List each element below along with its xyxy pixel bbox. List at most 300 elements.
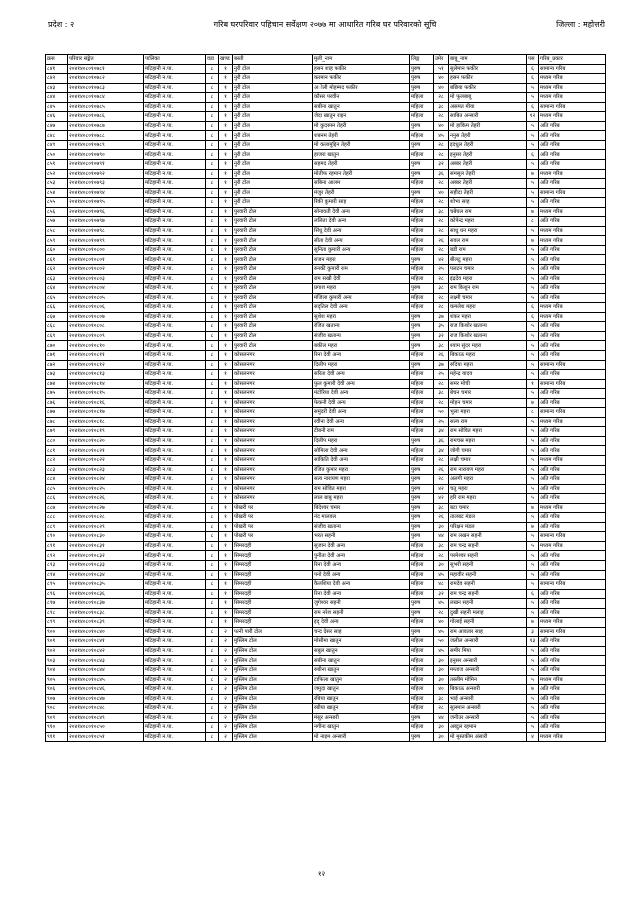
table-cell: सिमरदही [233,589,313,599]
column-header: बस्ती [233,55,313,65]
table-cell: पुरुष [410,140,434,150]
table-cell: ४० [434,618,449,628]
table-cell: २ [219,666,233,676]
table-cell: ५ [527,560,539,570]
table-cell: ८ [206,513,219,523]
table-cell: ३८ [434,102,449,112]
table-cell: २०४१४०८०१०८४८ [68,704,144,714]
table-cell: ८ [206,475,219,485]
table-cell: ४० [434,685,449,695]
table-cell: ३० [434,560,449,570]
table-cell: मटिहानी न.पा. [144,64,206,74]
table-cell: ८८९ [46,522,68,532]
table-cell: पुरवारी टोल [233,303,313,313]
table-cell: २ [219,675,233,685]
table-cell: भरत सहनी [313,532,410,542]
table-cell: ८ [206,589,219,599]
table-cell: अब्दुल रहमान [449,723,527,733]
table-cell: चन्द देसर साह [313,627,410,637]
table-row [46,379,606,389]
table-cell: मटिहानी न.पा. [144,226,206,236]
table-cell: रिना देवी अन्य [313,560,410,570]
table-cell: राम चन्द्र सहनी [449,589,527,599]
table-cell: महावीर सहनी [449,570,527,580]
table-cell: ८ [206,522,219,532]
table-cell: २०४१४०८०१०७९७ [68,217,144,227]
table-cell: ५ [527,436,539,446]
table-cell: महिला [410,389,434,399]
table-cell: ४४ [434,713,449,723]
table-cell: नुरी टोल [233,93,313,103]
table-cell: अति गरिब [539,599,606,609]
table-cell: दुखी सहनी मलाह [449,608,527,618]
table-cell: मध्यम गरिब [539,455,606,465]
table-cell: ८४१ [46,64,68,74]
table-cell: ८५६ [46,207,68,217]
table-cell: मुस्लिम टोल [233,646,313,656]
table-cell: राम नरेश सहनी [313,608,410,618]
table-cell: १ [219,83,233,93]
table-cell: सिमरदही [233,580,313,590]
table-row [46,93,606,103]
table-cell: मटिहानी न.पा. [144,570,206,580]
table-cell: लाल बाबु महरा [313,494,410,504]
table-cell: ८५७ [46,217,68,227]
table-cell: २५ [434,265,449,275]
table-cell: ५ [527,160,539,170]
table-cell: ५ [527,570,539,580]
table-row [46,150,606,160]
table-cell: महिला [410,370,434,380]
table-cell: ९०६ [46,685,68,695]
table-cell: ४५ [434,646,449,656]
table-cell: बेचन चमार [449,389,527,399]
table-cell: ८ [206,666,219,676]
table-cell: अति गरिब [539,637,606,647]
table-cell: महिला [410,455,434,465]
table-row [46,560,606,570]
table-cell: मध्यम गरिब [539,169,606,179]
table-cell: नुरी टोल [233,169,313,179]
table-cell: ३७ [434,312,449,322]
table-cell: ८ [206,685,219,695]
table-cell: ८४५ [46,102,68,112]
table-cell: ८ [206,64,219,74]
table-cell: ८ [206,389,219,399]
table-cell: सवल राम [449,236,527,246]
table-cell: १ [219,217,233,227]
table-cell: २०४१४०८०१०८२९ [68,522,144,532]
table-cell: पुरुष [410,608,434,618]
table-cell: अति गरिब [539,484,606,494]
table-cell: ८ [206,341,219,351]
table-cell: पुरुष [410,284,434,294]
column-header: मुली_नाम [313,55,410,65]
table-cell: १ [219,198,233,208]
table-cell: पुरुष [410,513,434,523]
table-cell: ८ [206,370,219,380]
table-cell: कोसलनगर [233,494,313,504]
table-cell: पुरुष [410,312,434,322]
table-cell: अति गरिब [539,160,606,170]
table-row [46,494,606,504]
table-cell: ८६३ [46,274,68,284]
table-cell: अति गरिब [539,465,606,475]
table-cell: २०४१४०८०१०८०३ [68,274,144,284]
table-cell: पुरवारी टोल [233,341,313,351]
document-title: गरिब घरपरिवार पहिचान सर्वेक्षण २०७७ मा आधारित गरिब घर परिवारको सूचि [213,20,437,29]
table-cell: पुरवारी टोल [233,293,313,303]
table-cell: ललिता देवी अन्य [313,217,410,227]
table-cell: मध्यम गरिब [539,675,606,685]
table-row [46,580,606,590]
table-cell: अति गरिब [539,666,606,676]
table-cell: जुगेश्वर सहनी [313,599,410,609]
table-row [46,265,606,275]
table-cell: पुरुष [410,484,434,494]
table-cell: २०४१४०८०१०८२४ [68,475,144,485]
table-cell: ८ [206,169,219,179]
table-cell: ३८ [434,207,449,217]
table-cell: मध्यम गरिब [539,417,606,427]
table-cell: मटिहानी न.पा. [144,627,206,637]
table-cell: ८ [206,217,219,227]
table-cell: ५ [527,465,539,475]
table-cell: सरिता देवी अन्य [313,370,410,380]
table-cell: कैलशिया देवी अन्य [313,580,410,590]
table-row [46,312,606,322]
table-cell: ८ [206,121,219,131]
table-cell: मध्यम गरिब [539,74,606,84]
table-cell: पुरुष [410,732,434,742]
table-cell: ९०२ [46,646,68,656]
column-header: वडा [206,55,219,65]
table-cell: पुरुष [410,503,434,513]
table-cell: ३ [527,627,539,637]
table-cell: २०४१४०८०१०८१८ [68,417,144,427]
table-cell: रामचस्र महरा [449,436,527,446]
table-cell: मटिहानी न.पा. [144,188,206,198]
table-cell: मो नाइम अन्सारी [313,732,410,742]
table-cell: ५ [527,494,539,504]
table-cell: ८ [206,599,219,609]
table-cell: मोतीफ रहमान तेहरी [313,169,410,179]
table-cell: पनो देवी अन्य [313,570,410,580]
table-cell: ५ [527,226,539,236]
table-cell: ८ [206,322,219,332]
table-cell: १ [219,427,233,437]
table-cell: २०४१४०८०१०७९९ [68,236,144,246]
table-cell: अति गरिब [539,685,606,695]
table-cell: २०४१४०८०१०८१९ [68,427,144,437]
table-cell: ७ [527,207,539,217]
table-cell: मुस्लिम टोल [233,704,313,714]
table-cell: पुरवारी टोल [233,255,313,265]
table-cell: २०४१४०८०१०७८९ [68,140,144,150]
table-cell: मटिहानी न.पा. [144,150,206,160]
table-cell: २६ [434,513,449,523]
table-cell: २०४१४०८०१०७९५ [68,198,144,208]
table-cell: सिमरदही [233,599,313,609]
table-cell: ८ [206,704,219,714]
table-cell: ६ [527,74,539,84]
table-cell: ५ [527,360,539,370]
table-cell: ८७६ [46,398,68,408]
table-cell: २ [219,694,233,704]
table-cell: अति गरिब [539,656,606,666]
table-cell: ८६१ [46,255,68,265]
table-cell: ५ [527,245,539,255]
table-cell: अब्बर तेहरी [449,160,527,170]
table-cell: २०४१४०८०१०८२१ [68,446,144,456]
table-cell: अति गरिब [539,121,606,131]
table-row [46,704,606,714]
table-cell: महिला [410,112,434,122]
table-cell: कोसलनगर [233,484,313,494]
table-cell: ५ [527,389,539,399]
table-cell: १२ [527,112,539,122]
table-cell: मटिहानी न.पा. [144,675,206,685]
table-cell: नंद मालवल [313,513,410,523]
table-cell: ८ [206,455,219,465]
table-cell: ५ [527,274,539,284]
table-cell: २८ [434,93,449,103]
column-header: बाबु_नाम [449,55,527,65]
table-cell: बकील महरा [313,341,410,351]
table-row [46,112,606,122]
table-cell: बछिया फकीर [449,83,527,93]
table-cell: मुस्लिम टोल [233,713,313,723]
table-cell: मटिहानी न.पा. [144,685,206,695]
table-row [46,522,606,532]
table-cell: ८४८ [46,131,68,141]
table-cell: ५ [527,131,539,141]
table-cell: ८ [206,379,219,389]
table-cell: २८ [434,245,449,255]
table-cell: मध्यम गरिब [539,732,606,742]
table-cell: कोसलनगर [233,417,313,427]
table-cell: २ [219,723,233,733]
table-cell: फुल कुमारी देवी अन्य [313,379,410,389]
table-row [46,245,606,255]
table-row [46,541,606,551]
table-row [46,255,606,265]
table-cell: पलटन चमार [449,265,527,275]
table-cell: कोसलनगर [233,465,313,475]
table-cell: ८७९ [46,427,68,437]
table-cell: कोसलनगर [233,398,313,408]
table-cell: २०४१४०८०१०८२३ [68,465,144,475]
table-cell: २०४१४०८०१०८२० [68,436,144,446]
table-cell: २६ [434,465,449,475]
table-cell: पुरुष [410,121,434,131]
table-cell: जमुदा खातुन [313,685,410,695]
table-cell: महिला [410,131,434,141]
table-cell: अति गरिब [539,494,606,504]
table-cell: रुनकी कुमारी राम [313,265,410,275]
table-cell: १ [219,102,233,112]
table-cell: बिंदेश्वर चमार [313,503,410,513]
table-cell: १ [219,541,233,551]
table-cell: मुस्लिम टोल [233,675,313,685]
table-cell: २ [219,646,233,656]
table-cell: ५ [527,140,539,150]
table-row [46,417,606,427]
table-cell: दिलीप महरा [313,436,410,446]
table-cell: ४५ [434,570,449,580]
table-cell: अति गरिब [539,370,606,380]
table-cell: मो मुस्तकीम अंसारी [449,732,527,742]
table-cell: २०४१४०८०१०७९३ [68,179,144,189]
column-header: गरिब_प्रकार [539,55,606,65]
table-cell: मो हाकिम तेहरी [449,121,527,131]
table-cell: ८ [206,694,219,704]
table-cell: मुस्लिम टोल [233,685,313,695]
table-cell: अति गरिब [539,150,606,160]
table-cell: रबिया खातुन [313,694,410,704]
table-cell: पुरुष [410,627,434,637]
table-cell: २०४१४०८०१०८०९ [68,331,144,341]
household-table [45,54,606,742]
table-cell: बिकाऊ महरा [449,350,527,360]
table-cell: ८६२ [46,265,68,275]
table-cell: लक्ष्मी चमार [449,293,527,303]
table-cell: मटिहानी न.पा. [144,236,206,246]
table-cell: ८९६ [46,589,68,599]
table-cell: सुलेमान फकीर [449,64,527,74]
table-cell: नुरी टोल [233,121,313,131]
table-cell: रंजित खतान्य [313,322,410,332]
table-cell: ५ [527,331,539,341]
table-cell: मटिहानी न.पा. [144,723,206,733]
table-cell: १ [219,532,233,542]
table-cell: समसूल तेहरी [449,169,527,179]
table-cell: मटिहानी न.पा. [144,694,206,704]
table-cell: ८४३ [46,83,68,93]
table-cell: ६ [527,303,539,313]
table-cell: अति गरिब [539,265,606,275]
table-cell: साबित अन्सारी [449,112,527,122]
table-cell: २ [219,713,233,723]
table-cell: पुरुष [410,331,434,341]
table-row [46,513,606,523]
table-cell: राम आवतार साह [449,627,527,637]
table-cell: मध्यम गरिब [539,503,606,513]
table-cell: सिमरदही [233,551,313,561]
table-cell: ८७२ [46,360,68,370]
table-cell: राम लखन सहनी [449,532,527,542]
table-cell: मध्यम गरिब [539,83,606,93]
table-cell: अति गरिब [539,245,606,255]
table-cell: संजीव खतान्य [313,522,410,532]
table-cell: मटिहानी न.पा. [144,608,206,618]
table-cell: मटिहानी न.पा. [144,265,206,275]
table-cell: ५० [434,637,449,647]
table-cell: २६ [434,236,449,246]
table-cell: सदृतिल देवी अन्य [313,303,410,313]
table-row [46,646,606,656]
table-cell: २०४१४०८०१०८१५ [68,389,144,399]
table-cell: ८७० [46,341,68,351]
table-cell: ५ [527,580,539,590]
table-cell: नुरी टोल [233,179,313,189]
table-cell: १ [219,360,233,370]
table-cell: १ [219,570,233,580]
table-cell: भुला महरा [449,408,527,418]
table-cell: कोपेन्द्र महरा [449,217,527,227]
table-row [46,169,606,179]
table-cell: ८ [206,198,219,208]
table-cell: मध्यम गरिब [539,226,606,236]
table-cell: २८ [434,150,449,160]
table-cell: ८ [206,179,219,189]
table-cell: पत्नी पारी टोल [233,627,313,637]
table-cell: महिला [410,150,434,160]
table-cell: २८ [434,303,449,313]
table-cell: पुरवारी टोल [233,312,313,322]
table-cell: ८४४ [46,93,68,103]
table-cell: २ [219,637,233,647]
table-cell: ८ [206,446,219,456]
table-cell: टीबनी राम [313,427,410,437]
table-cell: ५ [527,656,539,666]
table-cell: १ [219,580,233,590]
table-cell: कोसलनगर [233,379,313,389]
table-cell: २८ [434,140,449,150]
table-cell: मो फूलबाबू [449,93,527,103]
table-cell: ५ [527,121,539,131]
table-cell: पुरुष [410,360,434,370]
table-cell: मटिहानी न.पा. [144,179,206,189]
table-cell: ८८८ [46,513,68,523]
table-cell: महिला [410,236,434,246]
table-row [46,121,606,131]
table-cell: २०४१४०८०१०८०५ [68,293,144,303]
table-cell: मध्यम गरिब [539,93,606,103]
table-cell: २०४१४०८०१०८३२ [68,551,144,561]
table-cell: मटिहानी न.पा. [144,475,206,485]
table-row [46,666,606,676]
table-cell: मटिहानी न.पा. [144,446,206,456]
table-cell: ८ [206,608,219,618]
table-cell: ५ [527,694,539,704]
table-cell: महिला [410,350,434,360]
table-cell: अति गरिब [539,589,606,599]
table-cell: २०४१४०८०१०८२६ [68,494,144,504]
table-cell: मटिहानी न.पा. [144,379,206,389]
table-cell: १ [219,370,233,380]
table-cell: २०४१४०८०१०८३७ [68,599,144,609]
table-cell: २०४१४०८०१०७८१ [68,64,144,74]
table-cell: ७ [527,522,539,532]
table-cell: महिला [410,637,434,647]
table-cell: रिना देवी अन्य [313,350,410,360]
table-cell: रुदिया महरा [449,360,527,370]
table-cell: ५ [527,93,539,103]
table-cell: २८ [434,551,449,561]
table-cell: ८७८ [46,417,68,427]
table-cell: ८ [206,580,219,590]
table-cell: १ [219,255,233,265]
table-cell: मटिहानी न.पा. [144,198,206,208]
table-cell: हाजरा खातुन [313,150,410,160]
table-cell: ८ [206,255,219,265]
table-cell: २०४१४०८०१०७९२ [68,169,144,179]
table-cell: २०४१४०८०१०८३६ [68,589,144,599]
table-cell: पुरवारी टोल [233,217,313,227]
table-cell: २०४१४०८०१०८४७ [68,694,144,704]
table-cell: ८८० [46,436,68,446]
